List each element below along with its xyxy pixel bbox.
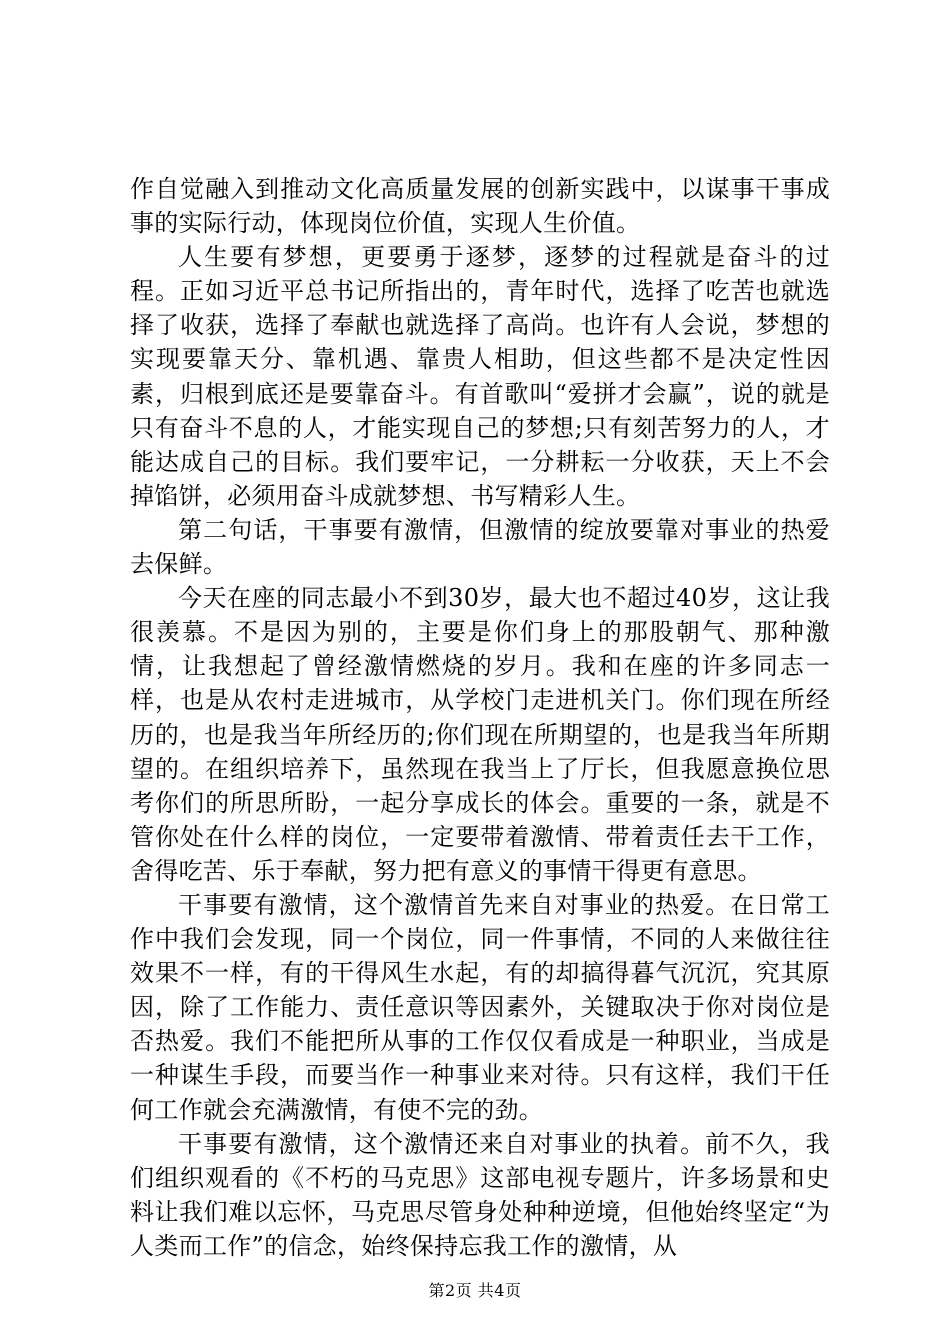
page-number: 第2页 共4页 xyxy=(428,1281,522,1300)
paragraph-3: 第二句话，干事要有激情，但激情的绽放要靠对事业的热爱去保鲜。 xyxy=(130,515,830,579)
paragraph-5: 干事要有激情，这个激情首先来自对事业的热爱。在日常工作中我们会发现，同一个岗位，同一件事情，不同的人来做往往效果不一样，有的干得风生水起，有的却搞得暮气沉沉，究其原因，除了工作能力、责任意识等因素外，关键取决于你对岗位是否热爱。我们不能把所从事的工作仅仅看成是一种职业，当成是一种谋生手段，而要当作一种事业来对待。只有这样，我们干任何工作就会充满激情，有使不完的劲。 xyxy=(130,890,830,1124)
paragraph-6: 干事要有激情，这个激情还来自对事业的执着。前不久，我们组织观看的《不朽的马克思》这部电视专题片，许多场景和史料让我们难以忘怀，马克思尽管身处种种逆境，但他始终坚定“为人类而工作”的信念，始终保持忘我工作的激情，从 xyxy=(130,1129,830,1260)
paragraph-1: 作自觉融入到推动文化高质量发展的创新实践中，以谋事干事成事的实际行动，体现岗位价值，实现人生价值。 xyxy=(130,175,830,238)
paragraph-2: 人生要有梦想，更要勇于逐梦，逐梦的过程就是奋斗的过程。正如习近平总书记所指出的，青年时代，选择了吃苦也就选择了收获，选择了奉献也就选择了高尚。也许有人会说，梦想的实现要靠天分、靠机遇、靠贵人相助，但这些都不是决定性因素，归根到底还是要靠奋斗。有首歌叫“爱拼才会赢”，说的就是只有奋斗不息的人，才能实现自己的梦想;只有刻苦努力的人，才能达成自己的目标。我们要牢记，一分耕耘一分收获，天上不会掉馅饼，必须用奋斗成就梦想、书写精彩人生。 xyxy=(130,243,830,510)
paragraph-4: 今天在座的同志最小不到30岁，最大也不超过40岁，这让我很羡慕。不是因为别的，主要是你们身上的那股朝气、那种激情，让我想起了曾经激情燃烧的岁月。我和在座的许多同志一样，也是从农村走进城市，从学校门走进机关门。你们现在所经历的，也是我当年所经历的;你们现在所期望的，也是我当年所期望的。在组织培养下，虽然现在我当上了厅长，但我愿意换位思考你们的所思所盼，一起分享成长的体会。重要的一条，就是不管你处在什么样的岗位，一定要带着激情、带着责任去干工作，舍得吃苦、乐于奉献，努力把有意义的事情干得更有意思。 xyxy=(130,584,830,885)
page-footer xyxy=(0,1281,950,1301)
document-body xyxy=(130,172,830,1263)
